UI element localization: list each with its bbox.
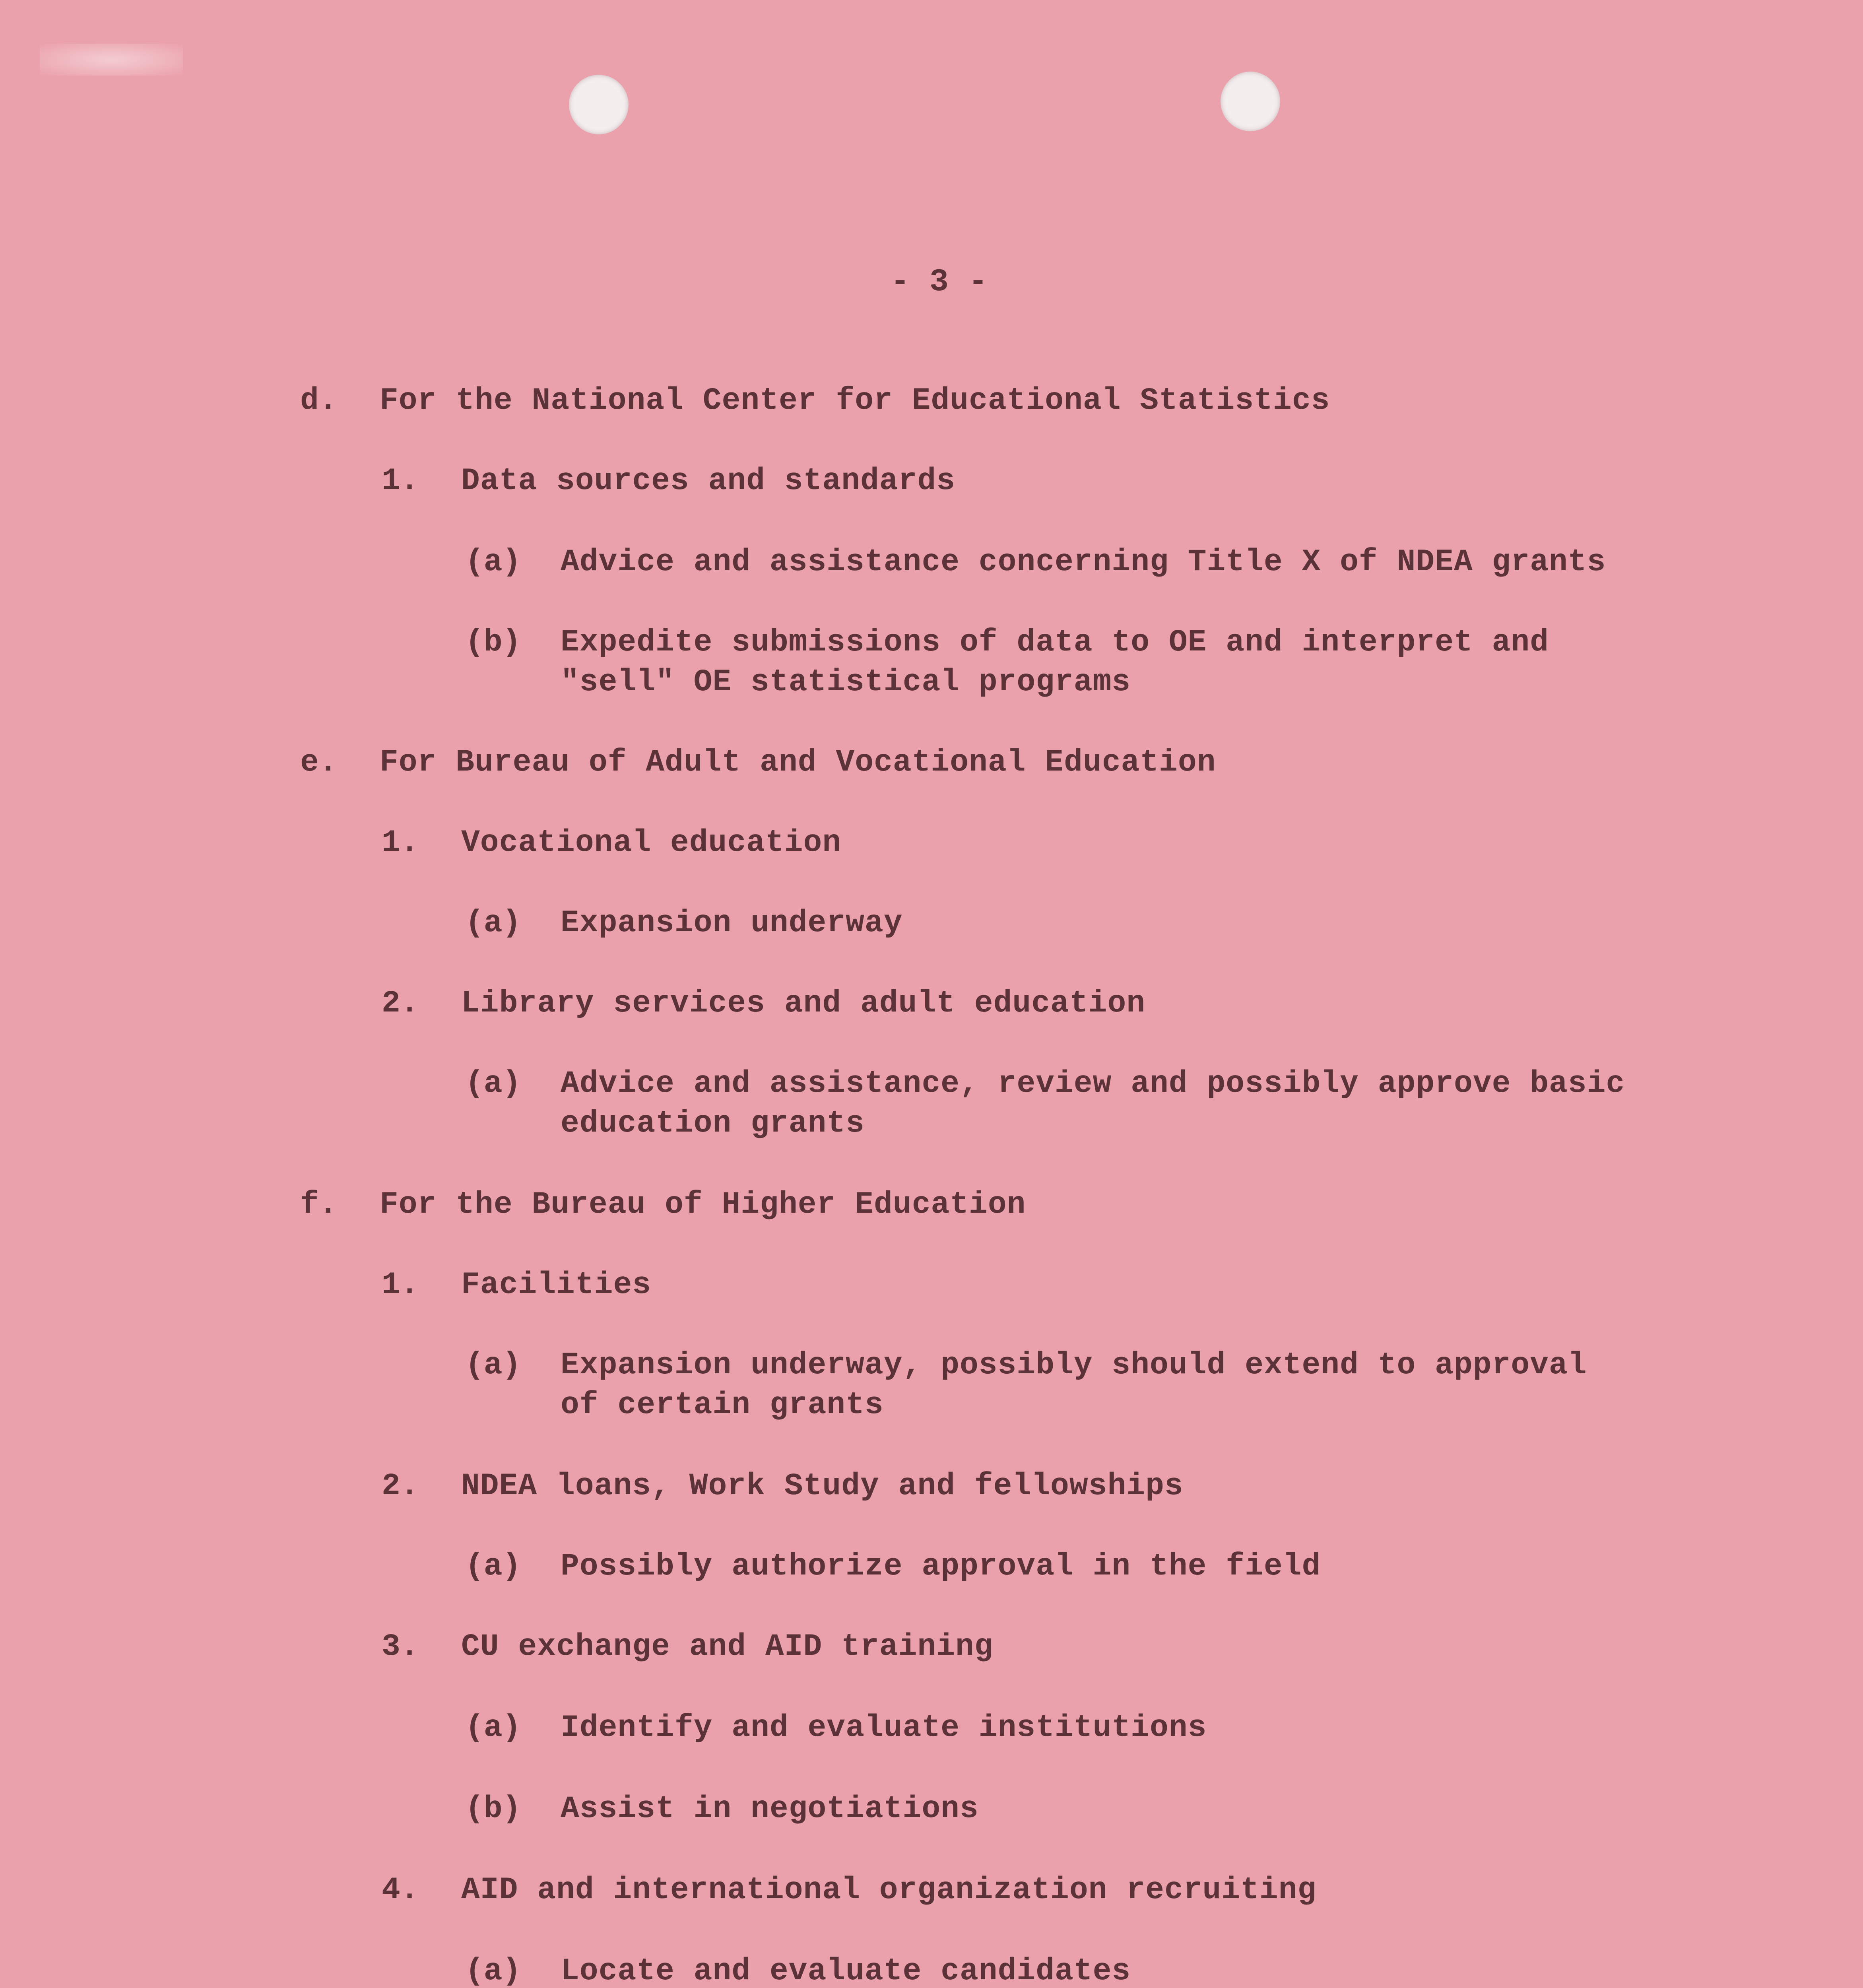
section-e-item-2-sub-a-line-1: Advice and assistance, review and possibly approve basic (561, 1066, 1625, 1101)
section-e-item-2-marker: 2. (382, 986, 419, 1021)
section-e-item-1-sub-a-marker: (a) (465, 906, 521, 941)
section-f-item-1-marker: 1. (382, 1268, 419, 1303)
section-f-item-1-sub-a-line-2: of certain grants (561, 1388, 884, 1423)
section-e-item-2-sub-a-marker: (a) (465, 1066, 521, 1101)
section-d-marker: d. (300, 383, 338, 418)
section-d-item-1-sub-b-line-2: "sell" OE statistical programs (561, 665, 1131, 700)
section-f-item-3-sub-b-marker: (b) (465, 1792, 521, 1827)
paper-smudge (40, 44, 183, 76)
section-f-item-4-sub-a-marker: (a) (465, 1954, 521, 1988)
section-f-item-1-sub-a-marker: (a) (465, 1348, 521, 1383)
page-number: - 3 - (891, 264, 988, 300)
section-d-item-1-marker: 1. (382, 464, 419, 499)
section-f-item-3-marker: 3. (382, 1629, 419, 1664)
section-d-item-1-label: Data sources and standards (461, 464, 955, 499)
section-f-item-4-marker: 4. (382, 1873, 419, 1908)
section-e-marker: e. (300, 745, 338, 780)
section-e-item-2-sub-a-line-2: education grants (561, 1106, 865, 1141)
section-f-item-3-sub-b-text: Assist in negotiations (561, 1792, 979, 1827)
section-e-item-2-label: Library services and adult education (461, 986, 1146, 1021)
section-d-item-1-sub-a-text: Advice and assistance concerning Title X of NDEA grants (561, 545, 1606, 580)
punch-hole-left (569, 75, 629, 134)
section-e-item-1-sub-a-text: Expansion underway (561, 906, 903, 941)
section-d-item-1-sub-a-marker: (a) (465, 545, 521, 580)
section-f-marker: f. (300, 1187, 338, 1222)
section-f-item-2-sub-a-text: Possibly authorize approval in the field (561, 1549, 1321, 1584)
section-f-item-3-sub-a-text: Identify and evaluate institutions (561, 1710, 1207, 1745)
section-f-item-2-marker: 2. (382, 1469, 419, 1504)
section-f-title: For the Bureau of Higher Education (380, 1187, 1026, 1222)
section-f-item-3-label: CU exchange and AID training (461, 1629, 994, 1664)
section-e-item-1-label: Vocational education (461, 825, 842, 860)
punch-hole-right (1221, 72, 1280, 131)
section-e-item-1-marker: 1. (382, 825, 419, 860)
section-f-item-2-sub-a-marker: (a) (465, 1549, 521, 1584)
section-d-item-1-sub-b-line-1: Expedite submissions of data to OE and interpret and (561, 625, 1549, 660)
section-f-item-3-sub-a-marker: (a) (465, 1710, 521, 1745)
section-f-item-1-sub-a-line-1: Expansion underway, possibly should extend to approval (561, 1348, 1587, 1383)
section-e-title: For Bureau of Adult and Vocational Education (380, 745, 1216, 780)
section-f-item-4-label: AID and international organization recruiting (461, 1873, 1317, 1908)
section-f-item-4-sub-a-text: Locate and evaluate candidates (561, 1954, 1131, 1988)
section-d-item-1-sub-b-marker: (b) (465, 625, 521, 660)
section-d-title: For the National Center for Educational Statistics (380, 383, 1330, 418)
section-f-item-1-label: Facilities (461, 1268, 652, 1303)
section-f-item-2-label: NDEA loans, Work Study and fellowships (461, 1469, 1184, 1504)
